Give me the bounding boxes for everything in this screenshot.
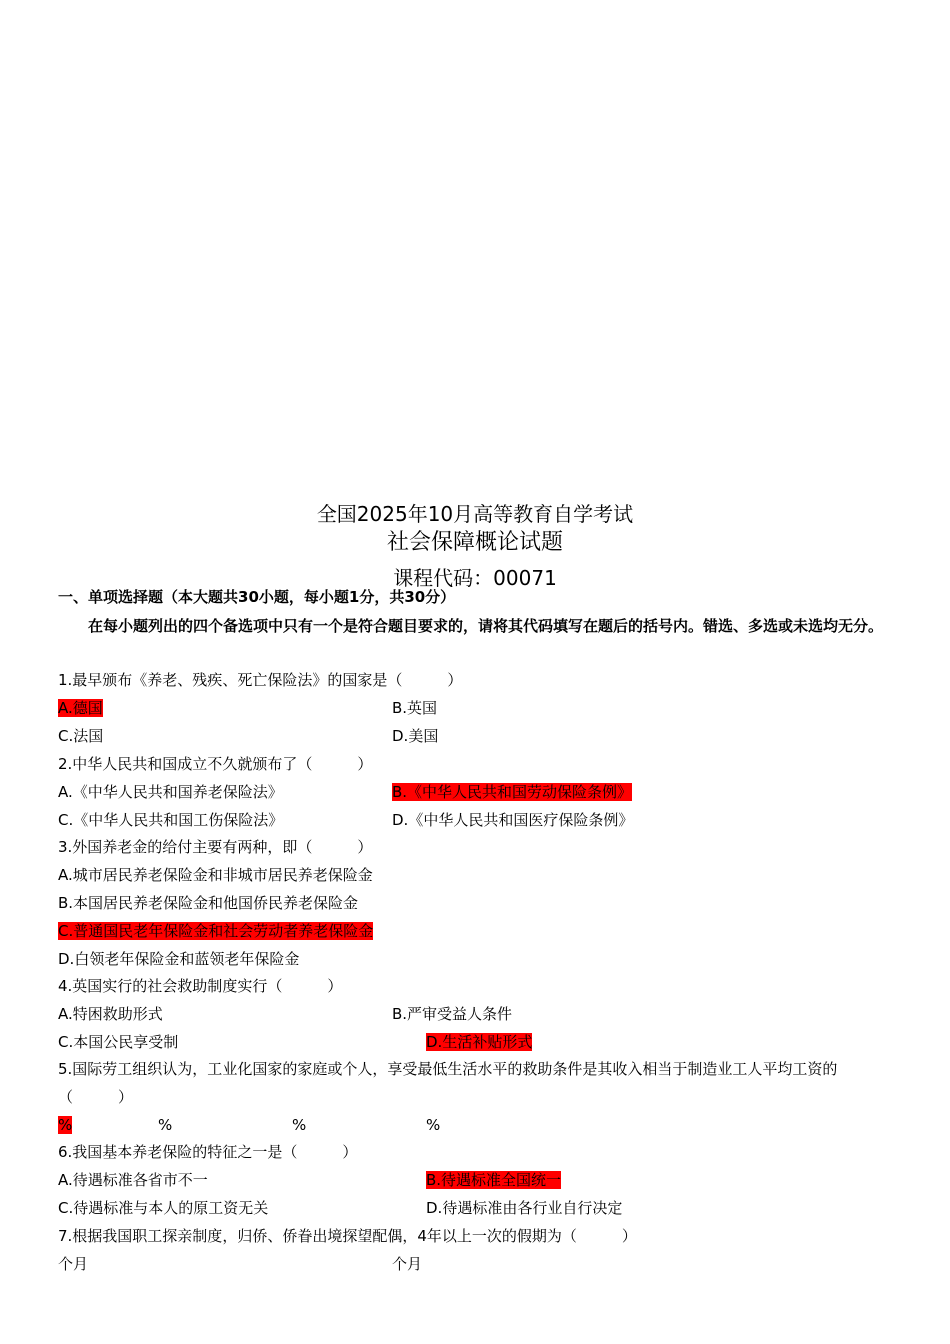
q7-option-a: 个月 (58, 1255, 89, 1273)
question-7-stem: 7.根据我国职工探亲制度，归侨、侨眷出境探望配偶，4年以上一次的假期为（ ） (58, 1227, 637, 1245)
section-instructions: 在每小题列出的四个备选项中只有一个是符合题目要求的，请将其代码填写在题后的括号内。错选、多选或未选均无分。 (88, 617, 884, 635)
q4-option-c: C.本国公民享受制 (58, 1033, 179, 1051)
question-5-stem: 5.国际劳工组织认为，工业化国家的家庭或个人，享受最低生活水平的救助条件是其收入相当于制造业工人平均工资的（ ） (58, 1060, 838, 1106)
q5-option-c: % (292, 1116, 307, 1134)
q1-option-a-answer: A.德国 (58, 699, 103, 717)
q3-option-c-answer: C.普通国民老年保险金和社会劳动者养老保险金 (58, 922, 374, 940)
q1-option-b: B.英国 (392, 699, 438, 717)
q2-option-c: C.《中华人民共和国工伤保险法》 (58, 811, 284, 829)
question-1-stem: 1.最早颁布《养老、残疾、死亡保险法》的国家是（ ） (58, 671, 463, 689)
question-4-stem: 4.英国实行的社会救助制度实行（ ） (58, 977, 343, 995)
exam-subject: 社会保障概论试题 (386, 530, 563, 555)
section-heading: 一、单项选择题（本大题共30小题，每小题1分，共30分） (58, 588, 456, 606)
q2-option-d: D.《中华人民共和国医疗保险条例》 (392, 811, 634, 829)
q1-option-c: C.法国 (58, 727, 104, 745)
q5-option-d: % (426, 1116, 441, 1134)
question-6-stem: 6.我国基本养老保险的特征之一是（ ） (58, 1143, 358, 1161)
q4-option-b: B.严审受益人条件 (392, 1005, 513, 1023)
q3-option-a: A.城市居民养老保险金和非城市居民养老保险金 (58, 866, 373, 884)
q6-option-a: A.待遇标准各省市不一 (58, 1171, 208, 1189)
question-3-stem: 3.外国养老金的给付主要有两种，即（ ） (58, 838, 373, 856)
q1-option-d: D.美国 (392, 727, 439, 745)
q3-option-d: D.白领老年保险金和蓝领老年保险金 (58, 950, 300, 968)
q5-option-a-answer: % (58, 1116, 73, 1134)
exam-title: 全国2025年10月高等教育自学考试 (316, 502, 634, 526)
q7-option-b: 个月 (392, 1255, 423, 1273)
q2-option-b-answer: B.《中华人民共和国劳动保险条例》 (392, 783, 633, 801)
q6-option-d: D.待遇标准由各行业自行决定 (426, 1199, 623, 1217)
q3-option-b: B.本国居民养老保险金和他国侨民养老保险金 (58, 894, 359, 912)
q5-option-b: % (158, 1116, 173, 1134)
question-2-stem: 2.中华人民共和国成立不久就颁布了（ ） (58, 755, 373, 773)
q6-option-b-answer: B.待遇标准全国统一 (426, 1171, 562, 1189)
q2-option-a: A.《中华人民共和国养老保险法》 (58, 783, 283, 801)
q4-option-d-answer: D.生活补贴形式 (426, 1033, 533, 1051)
q4-option-a: A.特困救助形式 (58, 1005, 163, 1023)
course-code: 课程代码：00071 (393, 566, 557, 590)
q6-option-c: C.待遇标准与本人的原工资无关 (58, 1199, 269, 1217)
